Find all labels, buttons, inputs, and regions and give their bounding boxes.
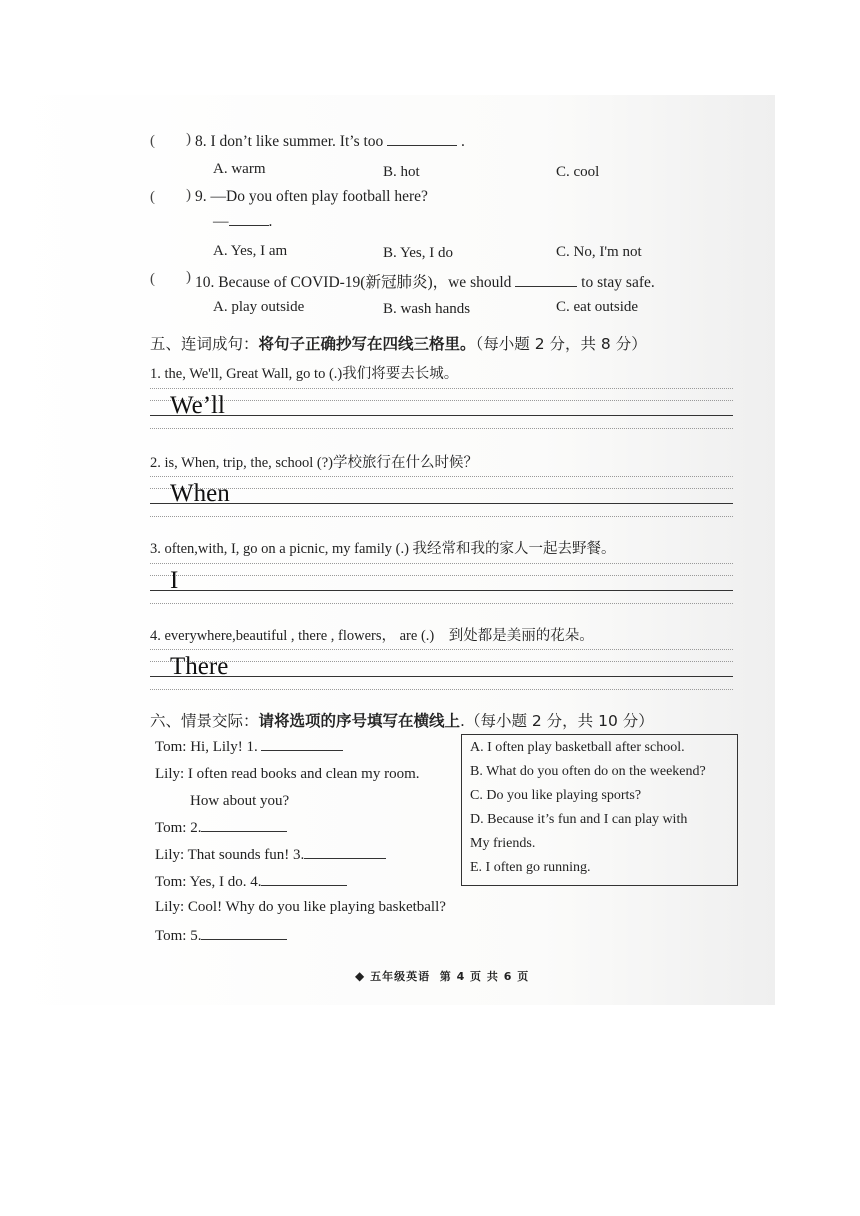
dialog-line-8: Tom: 5. <box>155 928 287 945</box>
option-c: C. cool <box>556 164 600 180</box>
answer-blank[interactable] <box>229 225 269 226</box>
answer-paren-close: ) <box>186 187 191 203</box>
answer-paren-close: ) <box>186 269 191 285</box>
option-d-continued: My friends. <box>470 836 536 851</box>
section-5-heading: 五、连词成句：将句子正确抄写在四线三格里。（每小题 2 分，共 8 分） <box>150 335 647 353</box>
option-c: C. eat outside <box>556 299 639 315</box>
option-c: C. Do you like playing sports? <box>470 788 642 803</box>
answer-blank[interactable] <box>304 858 386 859</box>
four-line-grid[interactable] <box>150 649 733 691</box>
answer-paren-close: ) <box>186 131 191 147</box>
question-8-text: 8. I don’t like summer. It’s too . <box>195 133 465 150</box>
section-6-heading: 六、情景交际：请将选项的序号填写在横线上.（每小题 2 分，共 10 分） <box>150 712 654 730</box>
four-line-grid[interactable] <box>150 563 733 605</box>
option-e: E. I often go running. <box>470 860 591 875</box>
option-a: A. warm <box>213 161 266 177</box>
dialog-line-4: Tom: 2. <box>155 820 287 837</box>
four-line-grid[interactable] <box>150 388 733 430</box>
question-9-text: 9. —Do you often play football here? <box>195 188 428 205</box>
page-footer: ◆ 五年级英语 第 4 页 共 6 页 <box>355 969 530 983</box>
option-b: B. hot <box>383 164 420 180</box>
sentence-start: We’ll <box>170 392 225 419</box>
answer-paren-open: ( <box>150 271 155 287</box>
item-3-prompt: 3. often,with, I, go on a picnic, my family (.) 我经常和我的家人一起去野餐。 <box>150 541 616 557</box>
option-b: B. What do you often do on the weekend? <box>470 764 706 779</box>
option-a: A. I often play basketball after school. <box>470 740 685 755</box>
answer-paren-open: ( <box>150 189 155 205</box>
diamond-icon: ◆ <box>355 969 366 983</box>
options-box <box>461 734 738 886</box>
sentence-start: There <box>170 653 229 680</box>
answer-paren-open: ( <box>150 133 155 149</box>
sentence-start: I <box>170 567 179 594</box>
answer-blank[interactable] <box>201 939 287 940</box>
dialog-line-1: Tom: Hi, Lily! 1. <box>155 739 343 756</box>
dialog-line-5: Lily: That sounds fun! 3. <box>155 847 386 864</box>
question-10-text: 10. Because of COVID-19(新冠肺炎)，we should to stay safe. <box>195 274 655 291</box>
answer-blank[interactable] <box>201 831 287 832</box>
option-b: B. Yes, I do <box>383 245 454 261</box>
option-a: A. play outside <box>213 299 305 315</box>
answer-blank[interactable] <box>261 750 343 751</box>
dialog-line-6: Tom: Yes, I do. 4. <box>155 874 347 891</box>
option-b: B. wash hands <box>383 301 471 317</box>
sentence-start: When <box>170 480 230 507</box>
four-line-grid[interactable] <box>150 476 733 518</box>
item-2-prompt: 2. is, When, trip, the, school (?)学校旅行在什么时候？ <box>150 455 478 471</box>
option-a: A. Yes, I am <box>213 243 288 259</box>
option-c: C. No, I'm not <box>556 244 642 260</box>
item-1-prompt: 1. the, We'll, Great Wall, go to (.)我们将要去长城。 <box>150 366 459 382</box>
item-4-prompt: 4. everywhere,beautiful , there , flowers， are (.) 到处都是美丽的花朵。 <box>150 628 594 644</box>
dialog-line-7: Lily: Cool! Why do you like playing basketball? <box>155 899 446 915</box>
answer-blank[interactable] <box>387 145 457 146</box>
answer-blank[interactable] <box>261 885 347 886</box>
answer-blank[interactable] <box>515 286 577 287</box>
dialog-line-2: Lily: I often read books and clean my room. <box>155 766 420 782</box>
answer-line: — . <box>213 213 273 230</box>
option-d: D. Because it’s fun and I can play with <box>470 812 688 827</box>
dialog-line-3: How about you? <box>190 793 290 809</box>
